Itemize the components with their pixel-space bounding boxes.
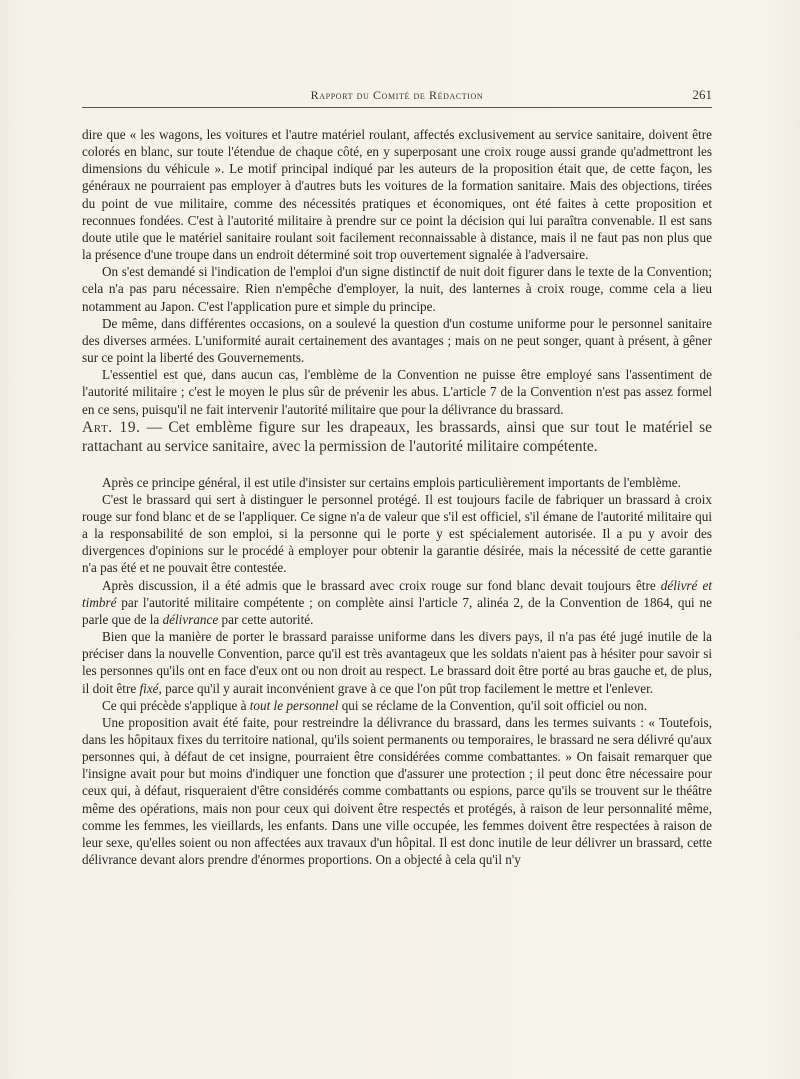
text-run: qui se réclame de la Convention, qu'il soit officiel ou non. bbox=[338, 697, 648, 713]
italic-run: fixé, bbox=[139, 680, 162, 696]
paragraph bbox=[82, 577, 712, 628]
article-dash: — bbox=[140, 418, 169, 436]
paragraph: L'essentiel est que, dans aucun cas, l'emblème de la Convention ne puisse être employé sans l'assentiment de l'autorité militaire ; c'est le moyen le plus sûr de prévenir les abus. L'article 7 de la Convention n'est pas assez formel en ce sens, puisqu'il ne fait intervenir l'autorité militaire que pour la délivrance du brassard. bbox=[82, 367, 712, 417]
paragraph bbox=[82, 697, 712, 714]
italic-run: délivrance bbox=[162, 611, 219, 627]
page-number: 261 bbox=[692, 87, 712, 102]
paragraph: On s'est demandé si l'indication de l'emploi d'un signe distinctif de nuit doit figurer dans le texte de la Convention; cela n'a pas paru nécessaire. Rien n'empêche d'employer, la nuit, des lanternes à croix rouge, comme cela a lieu notamment au Japon. C'est l'application pure et simple du principe. bbox=[82, 264, 712, 314]
section-gap bbox=[82, 457, 712, 474]
paragraph: De même, dans différentes occasions, on a soulevé la question d'un costume uniforme pour le personnel sanitaire des diverses armées. L'uniformité aurait certainement des avantages ; mais on ne peut songer, quant à présent, à gêner sur ce point la liberté des Gouvernements. bbox=[82, 315, 712, 366]
paragraph: dire que « les wagons, les voitures et l'autre matériel roulant, affectés exclusivement au service sanitaire, doivent être colorés en blanc, sur toute l'étendue de chaque côté, en y superposant une croix rouge aussi grande qu'admettront les dimensions du véhicule ». Le motif principal indiqué par les auteurs de la proposition était que, de cette façon, les généraux ne pourraient pas employer à d'autres buts les voitures de la formation sanitaire. Mais des objections, tirées du point de vue militaire, comme des nécessités pratiques et économiques, ont été faites à cette proposition et reconnues fondées. C'est à l'autorité militaire à prendre sur ce point la décision qui lui paraîtra convenable. Il est sans doute utile que le matériel sanitaire roulant soit facilement reconnaissable à distance, mais il ne faut pas non plus que la présence d'une troupe dans un endroit déterminé soit trop ouvertement signalée à l'adversaire. bbox=[82, 127, 712, 263]
paragraph: Une proposition avait été faite, pour restreindre la délivrance du brassard, dans les termes suivants : « Toutefois, dans les hôpitaux fixes du territoire national, qu'ils soient permanents ou temporaires, le brassard ne sera délivré qu'aux personnes qui, à défaut de cet insigne, pourraient être considérées comme combattantes. » On faisait remarquer que l'insigne avait pour but moins d'indiquer une fonction que d'assurer une protection ; il peut donc être nécessaire pour ceux qui, à défaut, risqueraient d'être considérés comme combattants ou espions, parce qu'ils se trouvent sur le théâtre même des opérations, mais non pour ceux qui doivent être respectés et protégés, à raison de leur personnalité même, comme les femmes, les vieillards, les enfants. Dans une ville occupée, les femmes doivent être respectées à raison de leur sexe, qu'elles soient ou non affectées aux travaux d'un hôpital. Il est donc inutile de leur délivrer un brassard, cette délivrance devant alors prendre d'énormes proportions. On a objecté à cela qu'il n'y bbox=[82, 714, 712, 868]
text-run: Bien que la manière de porter le brassard paraisse uniforme dans les divers pays, il n'a pas été jugé inutile de la préciser dans la nouvelle Convention, parce qu'il est très avantageux que les soldats n'aient pas à hésiter pour savoir si les personnes qu'ils ont en face d'eux ont ou non droit au respect. Le brassard doit être porté au bras gauche et, de plus, il doit être bbox=[82, 629, 712, 696]
running-header bbox=[82, 86, 712, 106]
text-run: par l'autorité militaire compétente ; on complète ainsi l'article 7, alinéa 2, de la Convention de 1864, qui ne parle que de la bbox=[82, 594, 712, 627]
article-19 bbox=[82, 418, 712, 457]
italic-run: tout le personnel bbox=[249, 697, 339, 713]
header-rule bbox=[82, 107, 712, 108]
running-title: Rapport du Comité de Rédaction bbox=[310, 88, 484, 102]
paragraph bbox=[82, 628, 712, 697]
body-text bbox=[82, 126, 712, 868]
article-label: Art. 19. bbox=[82, 418, 141, 436]
text-run: parce qu'il y aurait inconvénient grave à ce que l'on pût trop facilement le mettre et l'enlever. bbox=[161, 680, 654, 696]
text-run: par cette autorité. bbox=[218, 611, 314, 627]
paragraph: C'est le brassard qui sert à distinguer le personnel protégé. Il est toujours facile de fabriquer un brassard à croix rouge sur fond blanc et de se l'appliquer. Ce signe n'a de valeur que s'il est officiel, s'il émane de l'autorité militaire qui a la responsabilité de son emploi, si la personne qui le porte y est spécialement autorisée. Il a pu y avoir des divergences d'opinions sur le procédé à employer pour obtenir la garantie désirée, mais la nécessité de cette garantie n'a pas été et ne pouvait être contestée. bbox=[82, 491, 712, 576]
paragraph: Après ce principe général, il est utile d'insister sur certains emplois particulièrement importants de l'emblème. bbox=[102, 474, 681, 490]
italic-run: délivré et timbré bbox=[82, 577, 712, 610]
text-run: Ce qui précède s'applique à bbox=[102, 697, 250, 713]
article-text: Cet emblème figure sur les drapeaux, les brassards, ainsi que sur tout le matériel se rattachant au service sanitaire, avec la permission de l'autorité militaire compétente. bbox=[82, 418, 712, 456]
text-run: Après discussion, il a été admis que le brassard avec croix rouge sur fond blanc devait toujours être bbox=[102, 577, 661, 593]
